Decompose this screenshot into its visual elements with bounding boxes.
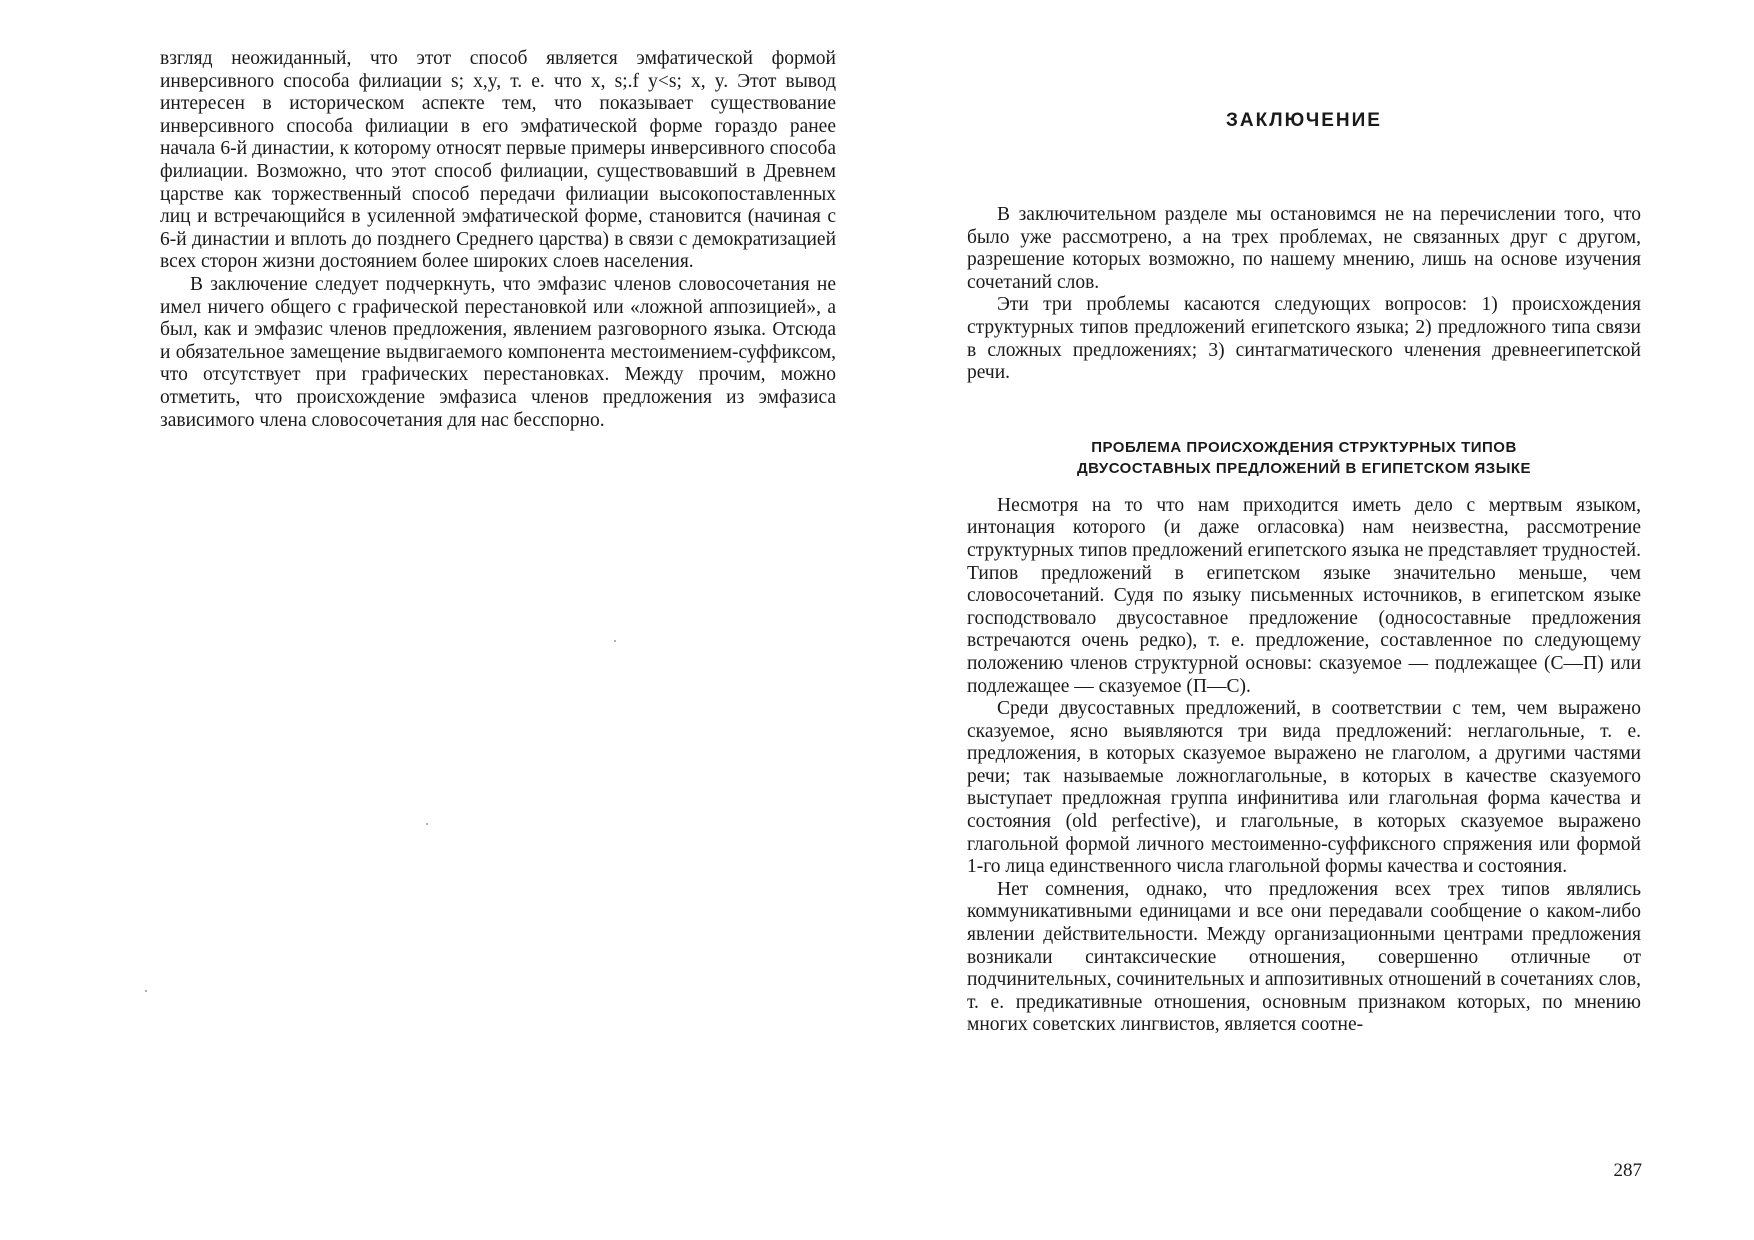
section-title: ЗАКЛЮЧЕНИЕ [1226,110,1382,131]
left-column [160,48,836,432]
page-number: 287 [1613,1160,1642,1181]
intro-paragraph-1: В заключительном разделе мы остановимся не на перечислении того, что было уже рассмотрено, а на трех проблемах, не связанных друг с другом, разрешение которых возможно, по нашему мнению, лишь на основе изучения сочетаний слов. [967,204,1641,293]
body-paragraph-1: Несмотря на то что нам приходится иметь дело с мертвым языком, интонация которого (и даже огласовка) нам неизвестна, рассмотрение структурных типов предложений египетского языка не представляет трудностей. Типов предложений в египетском языке значительно меньше, чем словосочетаний. Судя по языку письменных источников, в египетском языке господствовало двусоставное предложение (односоставные предложения встречаются очень редко), т. е. предложение, составленное по следующему положению членов структурной основы: сказуемое — подлежащее (С—П) или подлежащее — сказуемое (П—С). [967,494,1641,697]
scan-speck [145,990,147,992]
left-paragraph-1: взгляд неожиданный, что этот способ является эмфатической формой инверсивного способа филиации s; x,y, т. е. что x, s;.f y<s; x, y. Этот вывод интересен в историческом аспекте тем, что показывает существование инверсивного способа филиации в его эмфатической форме гораздо ранее начала 6-й династии, к которому относят первые примеры инверсивного способа филиации. Возможно, что этот способ филиации, существовавший в Древнем царстве как торжественный способ передачи филиации высокопоставленных лиц и встречающийся в усиленной эмфатической форме, становится (начиная с 6-й династии и вплоть до позднего Среднего царства) в связи с демократизацией всех сторон жизни достоянием более широких слоев населения. [160,48,836,273]
intro-paragraph-2: Эти три проблемы касаются следующих вопросов: 1) происхождения структурных типов предложений египетского языка; 2) предложного типа связи в сложных предложениях; 3) синтагматического членения древнеегипетской речи. [967,294,1641,384]
body-paragraph-3: Нет сомнения, однако, что предложения всех трех типов являлись коммуникативными единицами и все они передавали сообщение о каком-либо явлении действительности. Между организационными центрами предложения возникали синтаксические отношения, совершенно отличные от подчинительных, сочинительных и аппозитивных отношений в сочетаниях слов, т. е. предикативные отношения, основным признаком которых, по мнению многих советских лингвистов, является соотне- [967,878,1641,1036]
right-page [877,0,1754,1240]
right-column [967,110,1641,1037]
scan-speck [614,640,616,642]
body-paragraph-2: Среди двусоставных предложений, в соответствии с тем, чем выражено сказуемое, ясно выявляются три вида предложений: неглагольные, т. е. предложения, в которых сказуемое выражено не глаголом, а другими частями речи; так называемые ложноглагольные, в которых в качестве сказуемого выступает предложная группа инфинитива или глагольная форма качества и состояния (old perfective), и глагольные, в которых сказуемое выражено глагольной формой личного местоименно-суффиксного спряжения или формой 1-го лица единственного числа глагольной формы качества и состояния. [967,698,1641,878]
scan-speck [426,823,428,825]
left-paragraph-2: В заключение следует подчеркнуть, что эмфазис членов словосочетания не имел ничего общего с графической перестановкой или «ложной аппозицией», а был, как и эмфазис членов предложения, явлением разговорного языка. Отсюда и обязательное замещение выдвигаемого компонента местоимением-суффиксом, что отсутствует при графических перестановках. Между прочим, можно отметить, что происхождение эмфазиса членов предложения из эмфазиса зависимого члена словосочетания для нас бесспорно. [160,273,836,431]
subsection-title-line-2: ДВУСОСТАВНЫХ ПРЕДЛОЖЕНИЙ В ЕГИПЕТСКОМ ЯЗЫКЕ [1076,459,1532,477]
subsection-title-line-1: ПРОБЛЕМА ПРОИСХОЖДЕНИЯ СТРУКТУРНЫХ ТИПОВ [1091,438,1517,456]
